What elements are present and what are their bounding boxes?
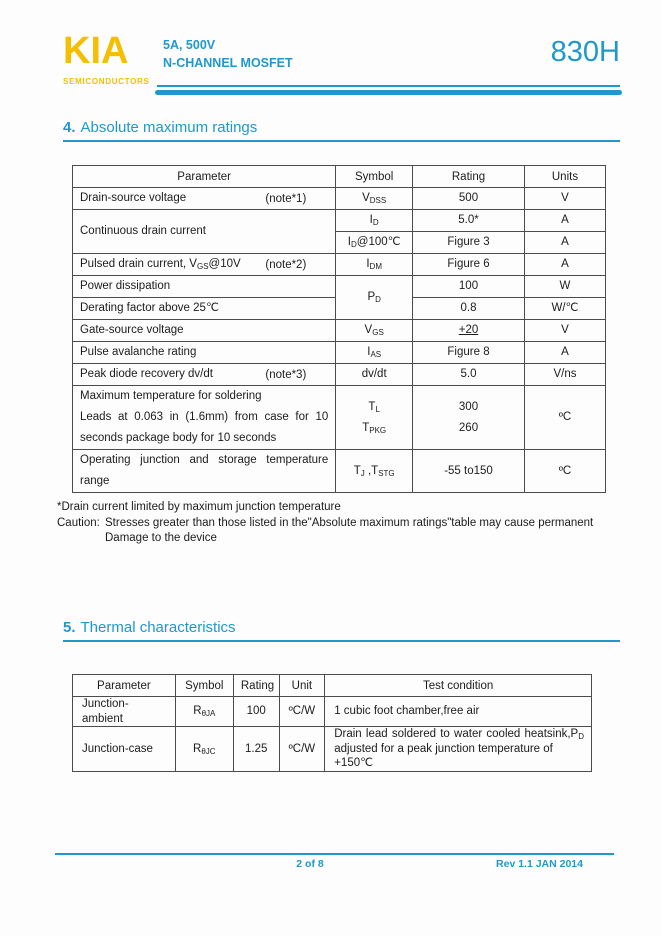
- brand-logo-subtitle: SEMICONDUCTORS: [63, 77, 150, 86]
- caution-text-line2: Damage to the device: [105, 532, 217, 544]
- table-row: [73, 342, 606, 364]
- product-description: [163, 36, 293, 72]
- table-cell: Operating junction and storage temperature range: [73, 450, 336, 493]
- table-row: [73, 210, 606, 232]
- column-header: Unit: [279, 675, 325, 697]
- column-header: Rating: [413, 166, 525, 188]
- table-cell: ºC/W: [279, 727, 325, 772]
- footnote-drain-current: *Drain current limited by maximum junction temperature: [57, 501, 341, 513]
- table-cell: Drain-source voltage (note*1): [73, 188, 336, 210]
- absolute-maximum-ratings-table: [72, 165, 606, 493]
- table-cell: +20: [413, 320, 525, 342]
- header-rule-thick: [155, 90, 622, 95]
- table-cell: 100: [413, 276, 525, 298]
- caution-note: [57, 516, 620, 532]
- table-cell: $P_D$: [336, 276, 413, 320]
- table-cell: 500: [413, 188, 525, 210]
- column-header: Rating: [233, 675, 279, 697]
- column-header: Test condition: [325, 675, 592, 697]
- table-cell: Junction-case: [73, 727, 176, 772]
- section-heading-absolute-maximum-ratings: [63, 119, 620, 142]
- table-cell: A: [524, 232, 605, 254]
- column-header: Symbol: [336, 166, 413, 188]
- table-cell: Junction-ambient: [73, 697, 176, 727]
- table-cell: -55 to150: [413, 450, 525, 493]
- table-cell: Pulsed drain current, $V_{GS}@10V$ (note*2): [73, 254, 336, 276]
- table-cell: $R_{\theta JC}$: [175, 727, 233, 772]
- table-cell: Pulse avalanche rating: [73, 342, 336, 364]
- table-cell: Maximum temperature for soldering Leads at 0.063 in (1.6mm) from case for 10 seconds package body for 10 seconds: [73, 386, 336, 450]
- table-cell: $I_{AS}$: [336, 342, 413, 364]
- part-number: 830H: [550, 36, 620, 68]
- table-cell: $V_{GS}$: [336, 320, 413, 342]
- table-cell: V: [524, 188, 605, 210]
- table-row: [73, 276, 606, 298]
- table-cell: 100: [233, 697, 279, 727]
- table-cell: Figure 3: [413, 232, 525, 254]
- table-cell: ºC: [524, 450, 605, 493]
- table-cell: Figure 6: [413, 254, 525, 276]
- table-cell: Power dissipation: [73, 276, 336, 298]
- caution-label: Caution:: [57, 516, 100, 529]
- table-cell: ºC/W: [279, 697, 325, 727]
- footer-revision: Rev 1.1 JAN 2014: [496, 858, 583, 870]
- table-cell: 0.8: [413, 298, 525, 320]
- footer-rule: [55, 853, 614, 855]
- table-row: [73, 450, 606, 493]
- table-cell: ºC: [524, 386, 605, 450]
- table-cell: A: [524, 342, 605, 364]
- caution-text-line1: Stresses greater than those listed in the"Absolute maximum ratings"table may cause permanent: [105, 516, 594, 529]
- table-cell: 1.25: [233, 727, 279, 772]
- brand-logo: [63, 30, 150, 86]
- column-header: Symbol: [175, 675, 233, 697]
- product-type-line: N-CHANNEL MOSFET: [163, 56, 293, 70]
- thermal-characteristics-table: [72, 674, 592, 772]
- column-header: Parameter: [73, 166, 336, 188]
- table-cell: Drain lead soldered to water cooled $heatsink,P_D$ adjusted for a peak junction temperature of +150℃: [325, 727, 592, 772]
- table-cell: Continuous drain current: [73, 210, 336, 254]
- footnotes: [57, 500, 620, 547]
- table-cell: V/ns: [524, 364, 605, 386]
- table-row: [73, 386, 606, 450]
- section-number: 4.: [63, 119, 76, 136]
- table-cell: $I_D$: [336, 210, 413, 232]
- table-cell: A: [524, 254, 605, 276]
- table-row: [73, 320, 606, 342]
- column-header: Parameter: [73, 675, 176, 697]
- table-cell: A: [524, 210, 605, 232]
- table-cell: 300 260: [413, 386, 525, 450]
- table-cell: $R_{\theta JA}$: [175, 697, 233, 727]
- table-row: [73, 254, 606, 276]
- table-cell: 1 cubic foot chamber,free air: [325, 697, 592, 727]
- table-row: [73, 364, 606, 386]
- table-cell: $T_J$ $,T_{STG}$: [336, 450, 413, 493]
- brand-logo-text: KIA: [63, 30, 129, 72]
- table-row: [73, 188, 606, 210]
- table-cell: Derating factor above 25℃: [73, 298, 336, 320]
- table-cell: 5.0*: [413, 210, 525, 232]
- table-cell: W: [524, 276, 605, 298]
- section-heading-thermal-characteristics: [63, 619, 620, 642]
- table-cell: $V_{DSS}$: [336, 188, 413, 210]
- table-cell: Peak diode recovery dv/dt (note*3): [73, 364, 336, 386]
- column-header: Units: [524, 166, 605, 188]
- table-cell: dv/dt: [336, 364, 413, 386]
- table-cell: $I_{DM}$: [336, 254, 413, 276]
- table-cell: 5.0: [413, 364, 525, 386]
- table-row: [73, 727, 592, 772]
- product-rating-line: 5A, 500V: [163, 38, 216, 52]
- header-rule-thin: [157, 85, 620, 87]
- section-title: Absolute maximum ratings: [80, 119, 258, 136]
- table-cell: W/℃: [524, 298, 605, 320]
- table-row: [73, 697, 592, 727]
- table-cell: Figure 8: [413, 342, 525, 364]
- table-cell: Gate-source voltage: [73, 320, 336, 342]
- table-cell: $T_L$ $T_{PKG}$: [336, 386, 413, 450]
- section-number: 5.: [63, 619, 76, 636]
- table-cell: V: [524, 320, 605, 342]
- section-title: Thermal characteristics: [80, 619, 236, 636]
- table-cell: $I_D@100℃$: [336, 232, 413, 254]
- footer-page-number: 2 of 8: [296, 858, 324, 870]
